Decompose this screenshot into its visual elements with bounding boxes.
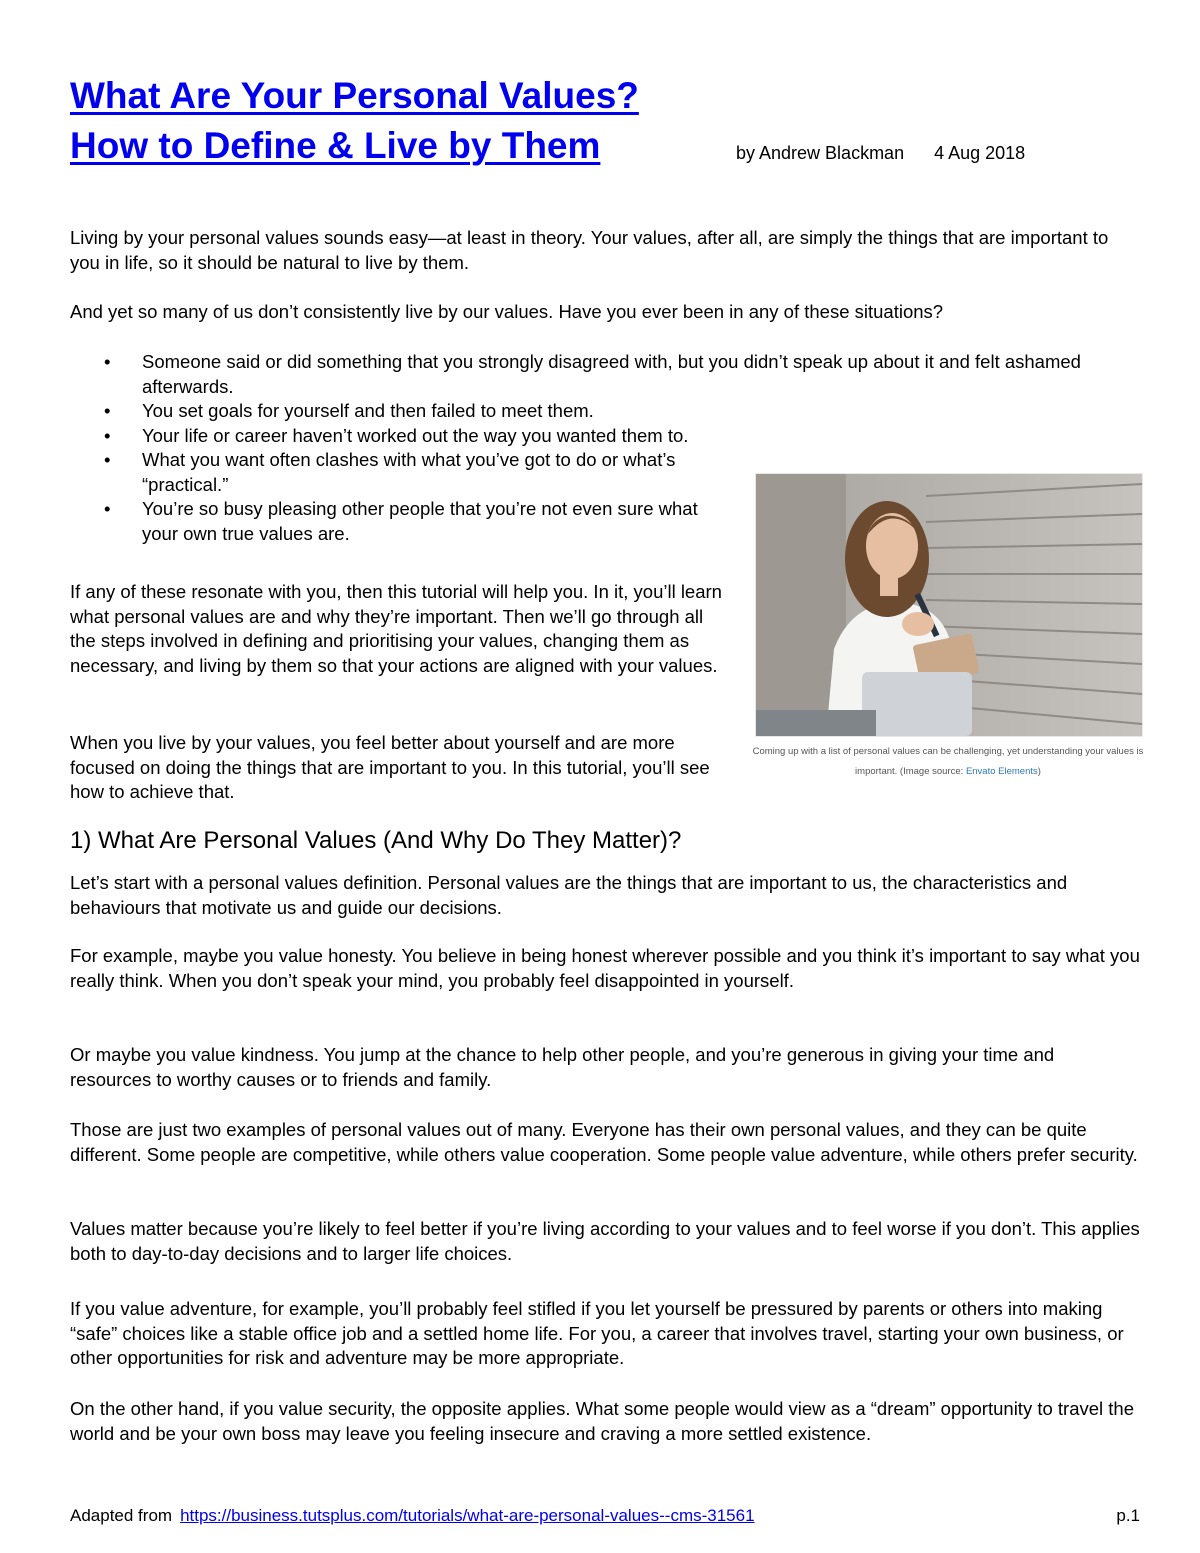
list-item-text: You’re so busy pleasing other people that you’re not even sure what your own true values are. [142,498,698,544]
list-item [70,399,1140,424]
bullet-icon: • [104,400,111,421]
face [866,513,918,579]
section-paragraph-4: Those are just two examples of personal values out of many. Everyone has their own personal values, and they can be quite different. Some people are competitive, while others value cooperation. Some people value adventure, while others prefer security. [70,1119,1138,1165]
figure-caption [748,742,1148,782]
intro-paragraph-4: When you live by your values, you feel better about yourself and are more focused on doing the things that are important to you. In this tutorial, you’ll see how to achieve that. [70,732,710,802]
caption-end: ) [1037,766,1041,777]
section-heading: 1) What Are Personal Values (And Why Do They Matter)? [70,827,682,854]
publish-date: 4 Aug 2018 [934,143,1026,163]
title-line-2-link[interactable]: How to Define & Live by Them [70,125,601,166]
footer-label: Adapted from [70,1506,173,1525]
list-item-text: Someone said or did something that you strongly disagreed with, but you didn’t speak up about it and felt ashamed afterwards. [142,351,1081,397]
jeans [756,710,876,736]
title-line-1-link[interactable]: What Are Your Personal Values? [70,75,639,116]
woman-on-steps-photo [755,473,1143,737]
intro-paragraph-2: And yet so many of us don’t consistently live by our values. Have you ever been in any of these situations? [70,301,944,322]
byline [736,141,1025,165]
bullet-icon: • [104,498,111,519]
intro-paragraph-3: If any of these resonate with you, then this tutorial will help you. In it, you’ll learn what personal values are and why they’re important. Then we’ll go through all the steps involved in defining and prioritising your values, changing them as necessary, and living by them so that your actions are aligned with your values. [70,581,722,676]
list-item [70,497,702,546]
bullet-icon: • [104,449,111,470]
caption-text: Coming up with a list of personal values can be challenging, yet understanding your values is important. (Image source: [752,746,1144,777]
list-item [70,448,702,497]
page-number: p.1 [1116,1506,1140,1525]
hand [902,612,934,636]
caption-source-link[interactable]: Envato Elements [965,766,1038,777]
section-paragraph-6: If you value adventure, for example, you’ll probably feel stifled if you let yourself be pressured by parents or others into making “safe” choices like a stable office job and a settled home life. For you, a career that involves travel, starting your own business, or other opportunities for risk and adventure may be more appropriate. [70,1298,1124,1368]
page-footer [70,1505,1140,1527]
list-item-text: You set goals for yourself and then failed to meet them. [142,400,594,421]
bullet-icon: • [104,351,111,372]
section-paragraph-3: Or maybe you value kindness. You jump at the chance to help other people, and you’re generous in giving your time and resources to worthy causes or to friends and family. [70,1044,1055,1090]
section-paragraph-2: For example, maybe you value honesty. You believe in being honest wherever possible and you think it’s important to say what you really think. When you don’t speak your mind, you probably feel disappointed in yourself. [70,945,1140,991]
list-item [70,424,1140,449]
neck [880,574,898,596]
list-item [70,350,1140,399]
author: by Andrew Blackman [736,143,905,163]
photo-illustration [756,474,1142,736]
section-paragraph-7: On the other hand, if you value security, the opposite applies. What some people would view as a “dream” opportunity to travel the world and be your own boss may leave you feeling insecure and craving a more settled existence. [70,1398,1134,1444]
laptop [862,672,972,736]
article-figure [748,466,1148,782]
bullet-icon: • [104,424,111,446]
source-url-link[interactable]: https://business.tutsplus.com/tutorials/what-are-personal-values--cms-31561 [180,1506,755,1525]
list-item-text: What you want often clashes with what you’ve got to do or what’s “practical.” [142,449,676,495]
section-paragraph-1: Let’s start with a personal values definition. Personal values are the things that are important to us, the characteristics and behaviours that motivate us and guide our decisions. [70,872,1068,918]
section-paragraph-5: Values matter because you’re likely to feel better if you’re living according to your values and to feel worse if you don’t. This applies both to day-to-day decisions and to larger life choices. [70,1218,1140,1264]
list-item-text: Your life or career haven’t worked out the way you wanted them to. [142,424,689,446]
intro-paragraph-1: Living by your personal values sounds easy—at least in theory. Your values, after all, are simply the things that are important to you in life, so it should be natural to live by them. [70,227,1109,273]
